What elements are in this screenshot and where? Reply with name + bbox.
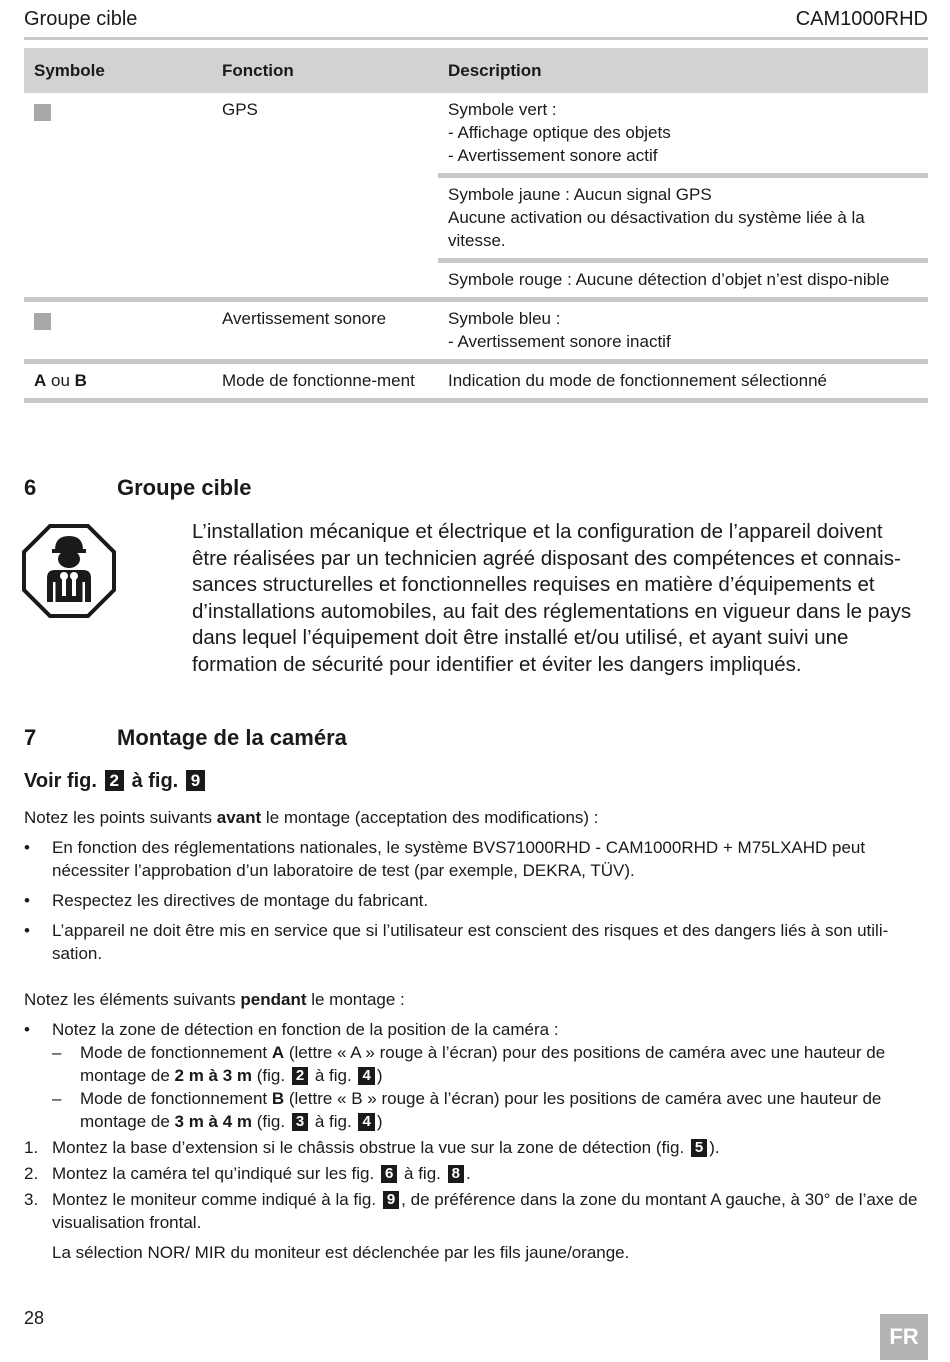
text-span: à fig.: [310, 1112, 357, 1131]
section-title: Groupe cible: [117, 475, 252, 500]
section-number: 6: [24, 475, 37, 500]
text-span: Montez la base d’extension si le châssis obstrue la vue sur la zone de détection (fig.: [52, 1138, 689, 1157]
text-span: Notez les éléments suivants: [24, 990, 241, 1009]
text-span: Notez les points suivants: [24, 808, 217, 827]
during-intro: [24, 988, 930, 1011]
mode-list: [24, 1041, 930, 1133]
language-badge: FR: [880, 1314, 928, 1360]
text-span: .: [465, 1164, 471, 1183]
sound-symbol-icon: [34, 313, 51, 330]
fig-ref-text: à fig.: [131, 770, 179, 792]
list-item: [24, 1018, 930, 1041]
text-span: ): [376, 1066, 383, 1085]
bold-span: pendant: [240, 990, 307, 1009]
mode-symbol-b: B: [74, 371, 87, 390]
text-span: (lettre « A » rouge à l’écran) pour des positions de caméra avec une hauteur de montage de: [80, 1043, 886, 1085]
fig-badge: 5: [691, 1139, 707, 1157]
desc-line: Aucune activation ou désactivation du système liée à la vitesse.: [448, 208, 865, 250]
dash-icon: –: [52, 1043, 62, 1062]
fig-ref-text: Voir fig.: [24, 770, 97, 792]
fig-badge: 2: [292, 1067, 308, 1085]
fig-badge: 8: [448, 1165, 464, 1183]
gps-desc-red: [438, 261, 928, 300]
fig-badge: 9: [186, 770, 205, 791]
list-item: [24, 919, 930, 965]
gps-function: GPS: [222, 100, 258, 119]
text-span: à fig.: [399, 1164, 446, 1183]
table-row: [24, 362, 928, 401]
desc-line: - Avertissement sonore inactif: [448, 332, 671, 351]
bullet-icon: •: [24, 921, 30, 940]
text-span: le montage :: [306, 990, 405, 1009]
mode-symbol-a: A: [34, 371, 47, 390]
technician-icon: [22, 524, 116, 618]
mode-desc: Indication du mode de fonctionnement sélectionné: [438, 362, 928, 401]
gps-symbol-icon: [34, 104, 51, 121]
desc-line: Symbole jaune : Aucun signal GPS: [448, 185, 712, 204]
during-list: [24, 1018, 930, 1041]
text-span: , de préférence dans la zone du montant A gauche, à 30° de l’axe de visualisation frontal.: [52, 1190, 918, 1232]
step-number: 2.: [24, 1164, 39, 1183]
before-intro: [24, 806, 930, 829]
bold-span: avant: [216, 808, 262, 827]
step-number: 1.: [24, 1138, 39, 1157]
fig-badge: 9: [383, 1191, 399, 1209]
list-item: [24, 1136, 930, 1159]
page-number: 28: [24, 1308, 45, 1328]
bold-span: A: [271, 1043, 285, 1062]
list-item: [24, 1087, 930, 1133]
text-span: Montez la caméra tel qu’indiqué sur les fig.: [52, 1164, 379, 1183]
bullet-icon: •: [24, 1020, 30, 1039]
sound-symbol-cell: [24, 300, 212, 362]
section-title: Montage de la caméra: [117, 725, 347, 750]
list-item-text: En fonction des réglementations nationales, le système BVS71000RHD - CAM1000RHD + M75LXAHD peut nécessiter l’approbation d’un laboratoire de test (par exemple, DEKRA, TÜV).: [52, 838, 866, 880]
fig-badge: 2: [105, 770, 124, 791]
bullet-icon: •: [24, 838, 30, 857]
list-item: [24, 889, 930, 912]
header-section-title: Groupe cible: [24, 8, 138, 30]
sound-desc: [438, 300, 928, 362]
page-header: [24, 8, 928, 40]
desc-line: - Affichage optique des objets: [448, 123, 671, 142]
table-row: [24, 93, 928, 176]
bold-span: 2 m à 3 m: [174, 1066, 253, 1085]
desc-line: Symbole vert :: [448, 100, 557, 119]
list-item: [24, 1162, 930, 1185]
text-span: à fig.: [310, 1066, 357, 1085]
list-item-text: Notez la zone de détection en fonction de la position de la caméra :: [52, 1020, 559, 1039]
section-number: 7: [24, 725, 37, 750]
before-list: [24, 836, 930, 965]
list-item: [24, 836, 930, 882]
table-header-row: [24, 48, 928, 93]
mode-symbol-cell: [24, 362, 212, 401]
text-span: ).: [709, 1138, 720, 1157]
text-span: (fig.: [252, 1066, 290, 1085]
step-number: 3.: [24, 1190, 39, 1209]
mode-function: Mode de fonctionne-ment: [212, 362, 438, 401]
fig-badge: 6: [381, 1165, 397, 1183]
section-7-body: [24, 806, 930, 1264]
fig-badge: 4: [358, 1067, 374, 1085]
col-header-function: Fonction: [212, 48, 438, 93]
text-span: (fig.: [252, 1112, 290, 1131]
text-span: Mode de fonctionnement: [80, 1043, 272, 1062]
bold-span: B: [271, 1089, 285, 1108]
step-note: La sélection NOR/ MIR du moniteur est déclenchée par les fils jaune/orange.: [52, 1243, 630, 1262]
desc-line: Symbole rouge : Aucune détection d’objet n’est dispo-nible: [448, 270, 890, 289]
gps-symbol-cell: [24, 93, 212, 300]
figure-reference-heading: [24, 770, 207, 793]
text-span: Mode de fonctionnement: [80, 1089, 272, 1108]
section-6-text: L’installation mécanique et électrique et la configuration de l’appareil doivent être réalisées par un technicien agréé disposant des compétences et connais-sances structurelles et fonctionnelles requises en matière d’équipements et d’installations automobiles, au fait des réglementations en vigueur dans le pays dans lequel l’équipement doit être installé et/ou utilisé, et ayant suivi une formation de sécurité pour identifier et éviter les dangers impliqués.: [192, 520, 912, 676]
steps-list: [24, 1136, 930, 1234]
gps-desc-yellow: [438, 176, 928, 261]
text-span: (lettre « B » rouge à l’écran) pour les positions de caméra avec une hauteur de montage de: [80, 1089, 882, 1131]
list-item-text: L’appareil ne doit être mis en service que si l’utilisateur est conscient des risques et des dangers liés à son utili-sation.: [52, 921, 889, 963]
col-header-symbol: Symbole: [24, 48, 212, 93]
symbol-table: [24, 48, 928, 403]
gps-desc-green: [438, 93, 928, 176]
desc-line: Symbole bleu :: [448, 309, 561, 328]
fig-badge: 4: [358, 1113, 374, 1131]
fig-badge: 3: [292, 1113, 308, 1131]
text-span: ): [376, 1112, 383, 1131]
sound-function: Avertissement sonore: [212, 300, 438, 362]
text-span: Montez le moniteur comme indiqué à la fig.: [52, 1190, 381, 1209]
list-item-text: Respectez les directives de montage du fabricant.: [52, 891, 429, 910]
bold-span: 3 m à 4 m: [174, 1112, 253, 1131]
mode-symbol-or: ou: [46, 371, 75, 390]
table-row: [24, 300, 928, 362]
bullet-icon: •: [24, 891, 30, 910]
desc-line: - Avertissement sonore actif: [448, 146, 658, 165]
dash-icon: –: [52, 1089, 62, 1108]
list-item: [24, 1041, 930, 1087]
list-item: [24, 1188, 930, 1234]
header-model: CAM1000RHD: [795, 8, 928, 30]
col-header-description: Description: [438, 48, 928, 93]
text-span: le montage (acceptation des modifications) :: [261, 808, 599, 827]
